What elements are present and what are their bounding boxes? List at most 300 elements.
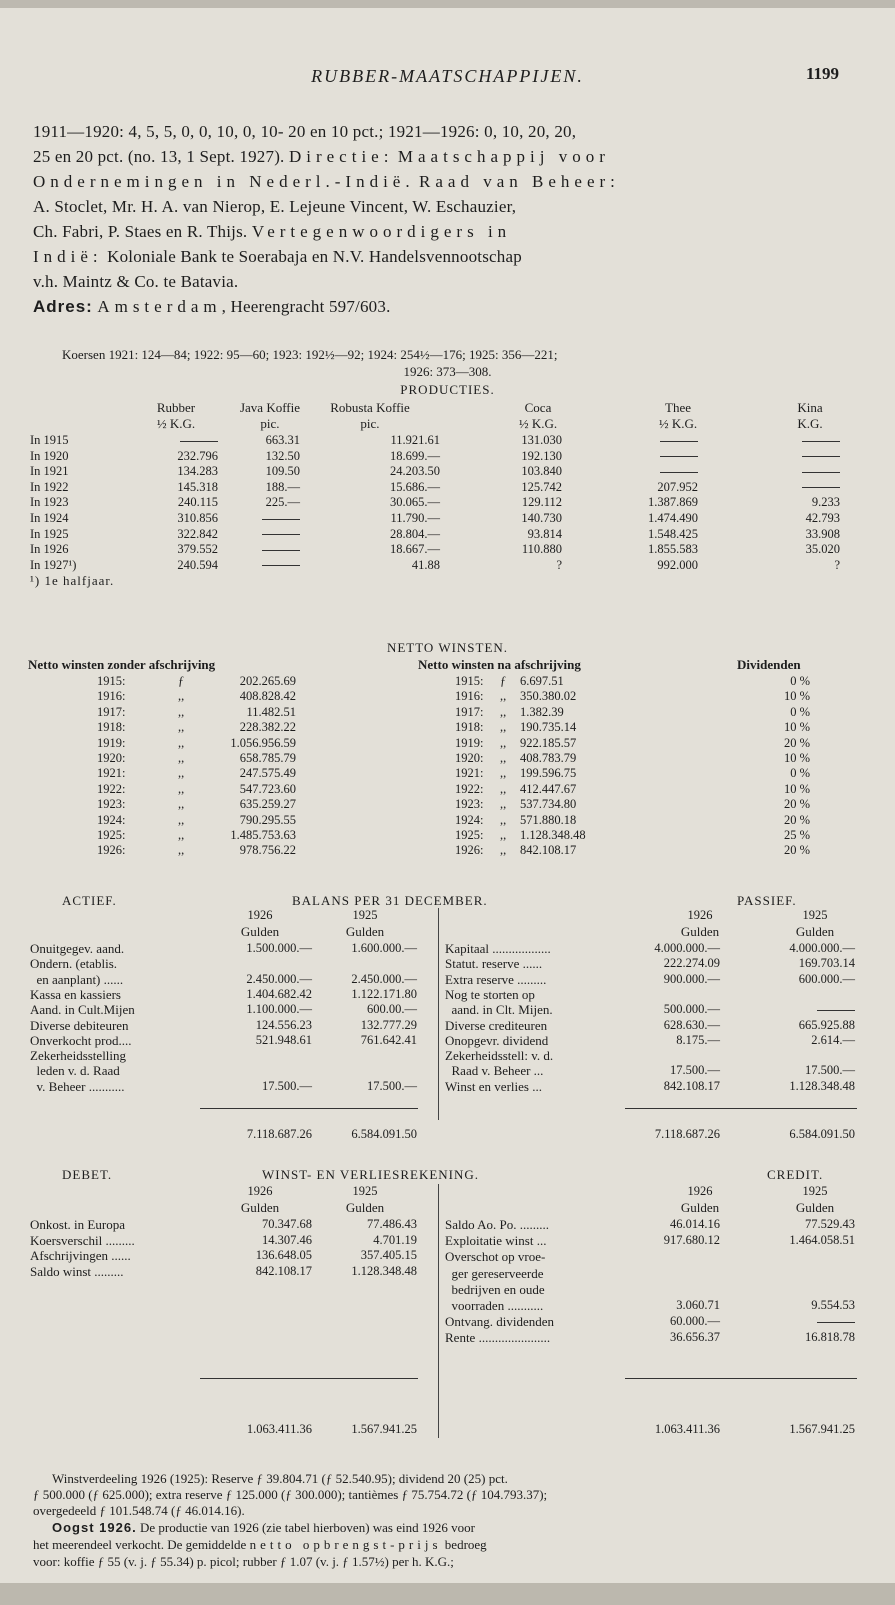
passief-1926: 17.500.—: [670, 1063, 720, 1078]
passief-total-rule: [625, 1108, 857, 1109]
passief-1926: 8.175.—: [676, 1032, 720, 1047]
debet-1925: 357.405.15: [360, 1248, 417, 1262]
netto-year: 1926:: [97, 843, 126, 858]
intro-line: 1911—1920: 4, 5, 5, 0, 0, 10, 0, 10- 20 en 10 pct.; 1921—1926: 0, 10, 20, 20,: [33, 122, 577, 141]
actief-label: Diverse debiteuren: [30, 1017, 129, 1033]
passief-1925: 600.000.—: [798, 971, 855, 986]
producties-cell: 240.115: [177, 495, 218, 510]
actief-1926: 1.500.000.—: [246, 941, 312, 955]
netto-value-na: 350.380.02: [520, 689, 577, 704]
credit-label: Exploitatie winst ...: [445, 1233, 547, 1249]
intro-line: 25 en 20 pct. (no. 13, 1 Sept. 1927). Directie: Maatschappij voor: [33, 147, 610, 166]
actief-label: Kassa en kassiers: [30, 986, 121, 1002]
netto-dividend: 10 %: [783, 720, 810, 735]
balans-divider: [438, 908, 439, 1120]
footer-line: Winstverdeeling 1926 (1925): Reserve ƒ 39.804.71 (ƒ 52.540.95); dividend 20 (25) pct.: [52, 1471, 508, 1486]
actief-label: Ondern. (etablis.: [30, 956, 118, 972]
netto-currency: ,,: [178, 781, 185, 796]
netto-value-zonder: 790.295.55: [239, 812, 296, 827]
netto-dividend: 10 %: [783, 781, 810, 796]
dash-mark: [262, 519, 300, 520]
debet-label: Afschrijvingen ......: [30, 1248, 131, 1263]
producties-col-unit: ½ K.G.: [658, 416, 698, 431]
passief-1925: 169.703.14: [798, 956, 855, 971]
producties-col-header: Coca: [524, 400, 552, 415]
intro-line: Indië: Koloniale Bank te Soerabaja en N.V. Handelsvennootschap: [33, 247, 522, 266]
netto-dividend: 10 %: [783, 751, 810, 765]
producties-col-unit: pic.: [360, 416, 380, 431]
unit-header: Gulden: [795, 1200, 835, 1215]
passief-total-1926: 7.118.687.26: [654, 1127, 720, 1141]
actief-label: Onuitgegev. aand.: [30, 941, 125, 956]
netto-year: 1916:: [97, 689, 126, 704]
producties-cell: 1.548.425: [648, 526, 698, 541]
actief-1925: 761.642.41: [360, 1032, 417, 1047]
producties-cell: 28.804.—: [390, 526, 440, 541]
credit-1925: 16.818.78: [805, 1330, 855, 1345]
netto-year: 1926:: [455, 843, 484, 858]
producties-col-unit: pic.: [260, 416, 280, 431]
netto-value-zonder: 1.056.956.59: [230, 735, 296, 750]
actief-1926: 17.500.—: [262, 1078, 312, 1093]
passief-label: Nog te storten op: [445, 986, 535, 1002]
producties-cell: 125.742: [521, 479, 562, 494]
netto-value-na: 190.735.14: [520, 720, 577, 735]
producties-cell: 35.020: [805, 542, 840, 557]
netto-currency: ƒ: [178, 674, 185, 688]
dash-mark: [802, 487, 840, 488]
debet-1926: 70.347.68: [262, 1217, 312, 1231]
producties-col-header: Kina: [797, 400, 823, 415]
netto-year: 1918:: [455, 720, 484, 735]
netto-col3-header: Dividenden: [737, 657, 801, 672]
producties-cell: [780, 480, 840, 495]
credit-1926: 917.680.12: [663, 1233, 720, 1248]
netto-value-na: 412.447.67: [520, 781, 577, 796]
producties-col-unit: K.G.: [797, 416, 823, 431]
producties-cell: 9.233: [811, 495, 840, 510]
credit-label: voorraden ...........: [445, 1298, 544, 1313]
netto-value-zonder: 635.259.27: [239, 797, 296, 812]
netto-currency: ,,: [178, 751, 185, 765]
netto-value-zonder: 1.485.753.63: [230, 828, 296, 842]
wv-divider: [438, 1184, 439, 1438]
passief-1925: 4.000.000.—: [789, 941, 855, 955]
producties-cell: 11.921.61: [390, 433, 440, 447]
actief-total-rule: [200, 1108, 418, 1109]
netto-year: 1923:: [97, 797, 126, 812]
actief-1926: 2.450.000.—: [246, 971, 312, 986]
producties-cell: [780, 464, 840, 479]
netto-value-zonder: 978.756.22: [239, 843, 296, 858]
producties-cell: 1.474.490: [648, 511, 698, 525]
oogst-text: De productie van 1926 (zie tabel hierboven) was eind 1926 voor: [139, 1520, 475, 1535]
producties-cell: 310.856: [177, 511, 218, 525]
netto-currency: ,,: [500, 689, 507, 704]
producties-year: In 1923: [30, 495, 69, 510]
netto-currency: ,,: [178, 828, 185, 842]
producties-cell: 41.88: [411, 557, 440, 572]
debet-total-rule: [200, 1378, 418, 1379]
netto-year: 1919:: [97, 735, 126, 750]
debet-1925: 4.701.19: [373, 1232, 417, 1247]
credit-label: Rente ......................: [445, 1330, 551, 1346]
debet-title: DEBET.: [62, 1167, 113, 1182]
actief-title: ACTIEF.: [62, 893, 117, 908]
netto-value-na: 1.382.39: [520, 704, 564, 719]
netto-currency: ,,: [500, 812, 507, 827]
passief-label: Statut. reserve ......: [445, 956, 543, 972]
netto-value-na: 537.734.80: [520, 797, 577, 812]
netto-currency: ,,: [500, 843, 507, 858]
producties-year: In 1926: [30, 542, 69, 557]
year-header: 1925: [802, 908, 828, 922]
actief-label: v. Beheer ...........: [30, 1078, 125, 1094]
producties-col-header: Thee: [665, 400, 691, 415]
intro-line: Ondernemingen in Nederl.-Indië. Raad van Beheer:: [33, 172, 620, 191]
netto-value-na: 571.880.18: [520, 812, 577, 827]
footer-line: voor: koffie ƒ 55 (v. j. ƒ 55.34) p. picol; rubber ƒ 1.07 (v. j. ƒ 1.57½) per h. K.G.;: [33, 1554, 454, 1569]
producties-cell: 109.50: [265, 464, 300, 479]
producties-cell: 15.686.—: [390, 479, 440, 494]
passief-1925: 665.925.88: [798, 1017, 855, 1032]
producties-cell: 18.699.—: [390, 448, 440, 463]
passief-1926: 4.000.000.—: [654, 941, 720, 955]
footer-line: ƒ 500.000 (ƒ 625.000); extra reserve ƒ 125.000 (ƒ 300.000); tantièmes ƒ 75.754.72 (ƒ 104.793.37);: [33, 1487, 548, 1502]
producties-cell: 18.667.—: [390, 542, 440, 557]
unit-header: Gulden: [240, 924, 280, 939]
producties-cell: 379.552: [177, 542, 218, 557]
netto-currency: ,,: [500, 751, 507, 765]
netto-year: 1923:: [455, 797, 484, 812]
producties-cell: [638, 464, 698, 479]
actief-1925: 1.600.000.—: [351, 941, 417, 955]
netto-currency: ,,: [178, 735, 185, 750]
netto-value-na: 6.697.51: [520, 674, 564, 688]
debet-1925: 1.128.348.48: [351, 1263, 417, 1278]
netto-currency: ƒ: [500, 674, 507, 688]
producties-cell: [240, 511, 300, 526]
dash-mark: [262, 534, 300, 535]
actief-1925: 1.122.171.80: [351, 986, 417, 1001]
passief-1926: 628.630.—: [663, 1017, 720, 1032]
unit-header: Gulden: [345, 924, 385, 939]
netto-title: NETTO WINSTEN.: [386, 640, 509, 655]
producties-col-unit: ½ K.G.: [518, 416, 558, 431]
netto-value-na: 199.596.75: [520, 766, 577, 781]
netto-currency: ,,: [178, 843, 185, 858]
netto-dividend: 0 %: [790, 704, 810, 719]
dash-mark: [802, 456, 840, 457]
producties-cell: [638, 433, 698, 448]
credit-total-1926: 1.063.411.36: [654, 1422, 720, 1436]
producties-cell: ?: [556, 557, 562, 572]
netto-year: 1921:: [455, 766, 484, 781]
dash-mark: [660, 456, 698, 457]
passief-1925: 17.500.—: [805, 1063, 855, 1078]
producties-cell: [780, 433, 840, 448]
netto-year: 1925:: [97, 828, 126, 842]
producties-cell: 240.594: [177, 557, 218, 572]
oogst-line: [52, 1520, 475, 1536]
credit-label: ger gereserveerde: [445, 1265, 544, 1281]
producties-footnote: ¹) 1e halfjaar.: [30, 573, 115, 589]
actief-1926: 124.556.23: [255, 1017, 312, 1032]
debet-label: Saldo winst .........: [30, 1263, 124, 1279]
producties-year: In 1915: [30, 433, 69, 447]
producties-cell: [240, 542, 300, 557]
netto-currency: ,,: [500, 828, 507, 842]
koersen-line-2: 1926: 373—308.: [403, 364, 492, 379]
passief-total-1925: 6.584.091.50: [789, 1127, 855, 1141]
passief-1926: 500.000.—: [663, 1002, 720, 1017]
producties-cell: 134.283: [177, 464, 218, 479]
actief-total-1925: 6.584.091.50: [351, 1127, 417, 1141]
netto-col2-header: Netto winsten na afschrijving: [418, 657, 581, 672]
dash-mark: [262, 550, 300, 551]
netto-year: 1922:: [97, 781, 126, 796]
year-header: 1926: [247, 908, 273, 922]
credit-1925: 9.554.53: [811, 1298, 855, 1312]
debet-1926: 136.648.05: [255, 1248, 312, 1262]
debet-1926: 842.108.17: [255, 1263, 312, 1278]
netto-value-na: 408.783.79: [520, 751, 577, 765]
producties-year: In 1921: [30, 464, 69, 479]
passief-label: Kapitaal ..................: [445, 941, 551, 956]
netto-year: 1924:: [97, 812, 126, 827]
credit-label: Ontvang. dividenden: [445, 1314, 555, 1330]
netto-currency: ,,: [178, 766, 185, 781]
dash-mark: [660, 472, 698, 473]
actief-1926: 1.100.000.—: [246, 1002, 312, 1017]
netto-year: 1924:: [455, 812, 484, 827]
producties-year: In 1924: [30, 511, 69, 525]
netto-value-zonder: 202.265.69: [239, 674, 296, 688]
unit-header: Gulden: [240, 1200, 280, 1215]
producties-year: In 1920: [30, 448, 69, 463]
passief-label: aand. in Clt. Mijen.: [445, 1002, 553, 1018]
producties-cell: 103.840: [521, 464, 562, 479]
netto-dividend: 0 %: [790, 766, 810, 781]
koersen-line: Koersen 1921: 124—84; 1922: 95—60; 1923: 192½—92; 1924: 254½—176; 1925: 356—221;: [62, 347, 558, 362]
producties-cell: 1.855.583: [648, 542, 698, 557]
netto-year: 1915:: [455, 674, 484, 688]
address-label: Adres:: [33, 297, 93, 316]
producties-year: In 1925: [30, 526, 69, 541]
netto-dividend: 0 %: [790, 674, 810, 688]
netto-year: 1922:: [455, 781, 484, 796]
producties-cell: 140.730: [521, 511, 562, 525]
dash-mark: [802, 472, 840, 473]
dash-mark: [817, 1322, 855, 1323]
netto-value-na: 1.128.348.48: [520, 828, 586, 842]
actief-1926: 1.404.682.42: [246, 986, 312, 1001]
netto-col1-header: Netto winsten zonder afschrijving: [28, 657, 216, 672]
producties-cell: 1.387.869: [648, 495, 698, 510]
netto-year: 1921:: [97, 766, 126, 781]
producties-cell: 145.318: [177, 479, 218, 494]
producties-cell: 188.—: [265, 479, 300, 494]
credit-label: Overschot op vroe-: [445, 1249, 546, 1265]
producties-year: In 1922: [30, 479, 69, 494]
producties-cell: 93.814: [527, 526, 562, 541]
passief-1925: [775, 1002, 855, 1017]
producties-cell: 232.796: [177, 448, 218, 463]
debet-1925: 77.486.43: [367, 1217, 417, 1231]
credit-label: Saldo Ao. Po. .........: [445, 1217, 550, 1232]
netto-year: 1916:: [455, 689, 484, 704]
netto-currency: ,,: [500, 781, 507, 796]
debet-total-1925: 1.567.941.25: [351, 1422, 417, 1436]
producties-cell: 663.31: [265, 433, 300, 447]
producties-cell: [780, 449, 840, 464]
netto-value-zonder: 228.382.22: [239, 720, 296, 735]
producties-col-header: Java Koffie: [239, 400, 301, 415]
producties-cell: 192.130: [521, 448, 562, 463]
producties-cell: 225.—: [265, 495, 300, 510]
credit-1926: 46.014.16: [670, 1217, 720, 1231]
passief-1926: 842.108.17: [663, 1078, 720, 1093]
address-line: [33, 297, 391, 317]
debet-total-1926: 1.063.411.36: [246, 1422, 312, 1436]
netto-currency: ,,: [178, 812, 185, 827]
producties-cell: 33.908: [805, 526, 840, 541]
netto-currency: ,,: [500, 797, 507, 812]
oogst-label: Oogst 1926.: [52, 1520, 137, 1535]
dash-mark: [262, 565, 300, 566]
netto-year: 1915:: [97, 674, 126, 688]
producties-col-unit: ½ K.G.: [156, 416, 196, 431]
netto-value-na: 922.185.57: [520, 735, 577, 750]
producties-col-header: Robusta Koffie: [330, 400, 410, 415]
credit-1925: 77.529.43: [805, 1217, 855, 1231]
year-header: 1926: [687, 1184, 713, 1198]
producties-cell: [240, 527, 300, 542]
passief-1926: 222.274.09: [663, 956, 720, 971]
netto-dividend: 20 %: [783, 812, 810, 827]
passief-label: Onopgevr. dividend: [445, 1032, 549, 1048]
netto-value-zonder: 658.785.79: [239, 751, 296, 765]
passief-title: PASSIEF.: [737, 893, 797, 908]
netto-year: 1918:: [97, 720, 126, 735]
producties-cell: 992.000: [657, 557, 698, 572]
actief-label: Onverkocht prod....: [30, 1032, 132, 1048]
netto-year: 1920:: [97, 751, 126, 765]
producties-cell: 207.952: [657, 479, 698, 494]
netto-currency: ,,: [178, 704, 185, 719]
actief-1925: 2.450.000.—: [351, 971, 417, 986]
netto-currency: ,,: [500, 735, 507, 750]
actief-1926: 521.948.61: [255, 1032, 312, 1047]
credit-1926: 60.000.—: [670, 1314, 720, 1329]
page-bottom-edge: [0, 1583, 895, 1605]
netto-dividend: 20 %: [783, 735, 810, 750]
passief-1925: 2.614.—: [811, 1032, 855, 1047]
intro-line: A. Stoclet, Mr. H. A. van Nierop, E. Lejeune Vincent, W. Eschauzier,: [33, 197, 517, 216]
netto-currency: ,,: [178, 797, 185, 812]
passief-1926: 900.000.—: [663, 971, 720, 986]
page-number: 1199: [806, 64, 840, 83]
year-header: 1925: [352, 908, 378, 922]
unit-header: Gulden: [345, 1200, 385, 1215]
producties-cell: [240, 558, 300, 573]
actief-label: en aanplant) ......: [30, 971, 124, 987]
producties-title: PRODUCTIES.: [400, 382, 495, 397]
running-title: RUBBER-MAATSCHAPPIJEN.: [311, 66, 584, 86]
netto-currency: ,,: [178, 720, 185, 735]
netto-year: 1917:: [455, 704, 484, 719]
netto-dividend: 10 %: [783, 689, 810, 704]
passief-label: Zekerheidsstell: v. d.: [445, 1048, 554, 1064]
producties-cell: ?: [834, 557, 840, 572]
producties-cell: 131.030: [521, 433, 562, 447]
credit-1925: [775, 1314, 855, 1329]
netto-year: 1917:: [97, 704, 126, 719]
netto-currency: ,,: [500, 704, 507, 719]
netto-dividend: 25 %: [783, 828, 810, 842]
passief-label: Winst en verlies ...: [445, 1078, 542, 1094]
netto-value-zonder: 547.723.60: [239, 781, 296, 796]
year-header: 1925: [802, 1184, 828, 1198]
netto-currency: ,,: [500, 720, 507, 735]
netto-dividend: 20 %: [783, 797, 810, 812]
credit-title: CREDIT.: [767, 1167, 824, 1182]
credit-total-1925: 1.567.941.25: [789, 1422, 855, 1436]
netto-currency: ,,: [500, 766, 507, 781]
credit-1926: 3.060.71: [676, 1298, 720, 1312]
page-top-edge: [0, 0, 895, 8]
producties-cell: 11.790.—: [390, 511, 440, 525]
credit-1925: 1.464.058.51: [789, 1233, 855, 1248]
producties-cell: 30.065.—: [390, 495, 440, 510]
year-header: 1926: [247, 1184, 273, 1198]
actief-1925: 600.00.—: [367, 1002, 417, 1017]
intro-line: v.h. Maintz & Co. te Batavia.: [33, 272, 239, 291]
credit-label: bedrijven en oude: [445, 1281, 545, 1297]
netto-year: 1920:: [455, 751, 484, 765]
debet-label: Onkost. in Europa: [30, 1217, 125, 1232]
unit-header: Gulden: [680, 924, 720, 939]
year-header: 1926: [687, 908, 713, 922]
debet-1926: 14.307.46: [262, 1232, 312, 1247]
netto-value-zonder: 408.828.42: [239, 689, 296, 704]
actief-label: Aand. in Cult.Mijen: [30, 1002, 135, 1018]
dash-mark: [802, 441, 840, 442]
producties-cell: 42.793: [805, 511, 840, 525]
year-header: 1925: [352, 1184, 378, 1198]
netto-value-na: 842.108.17: [520, 843, 577, 858]
producties-cell: [638, 449, 698, 464]
intro-line: Ch. Fabri, P. Staes en R. Thijs. Vertegenwoordigers in: [33, 222, 512, 241]
netto-year: 1925:: [455, 828, 484, 842]
balans-title: BALANS PER 31 DECEMBER.: [292, 893, 488, 908]
passief-label: Diverse crediteuren: [445, 1017, 548, 1033]
actief-1925: 132.777.29: [360, 1017, 417, 1032]
dash-mark: [660, 441, 698, 442]
wv-title: WINST- EN VERLIESREKENING.: [262, 1167, 480, 1182]
producties-cell: 129.112: [521, 495, 562, 510]
credit-total-rule: [625, 1378, 857, 1379]
credit-1926: 36.656.37: [670, 1330, 720, 1345]
actief-total-1926: 7.118.687.26: [246, 1127, 312, 1141]
footer-line: het meerendeel verkocht. De gemiddelde netto opbrengst-prijs bedroeg: [33, 1537, 487, 1552]
dash-mark: [817, 1010, 855, 1011]
netto-year: 1919:: [455, 735, 484, 750]
passief-label: Extra reserve .........: [445, 971, 547, 987]
unit-header: Gulden: [680, 1200, 720, 1215]
producties-year: In 1927¹): [30, 557, 77, 572]
netto-dividend: 20 %: [783, 843, 810, 858]
